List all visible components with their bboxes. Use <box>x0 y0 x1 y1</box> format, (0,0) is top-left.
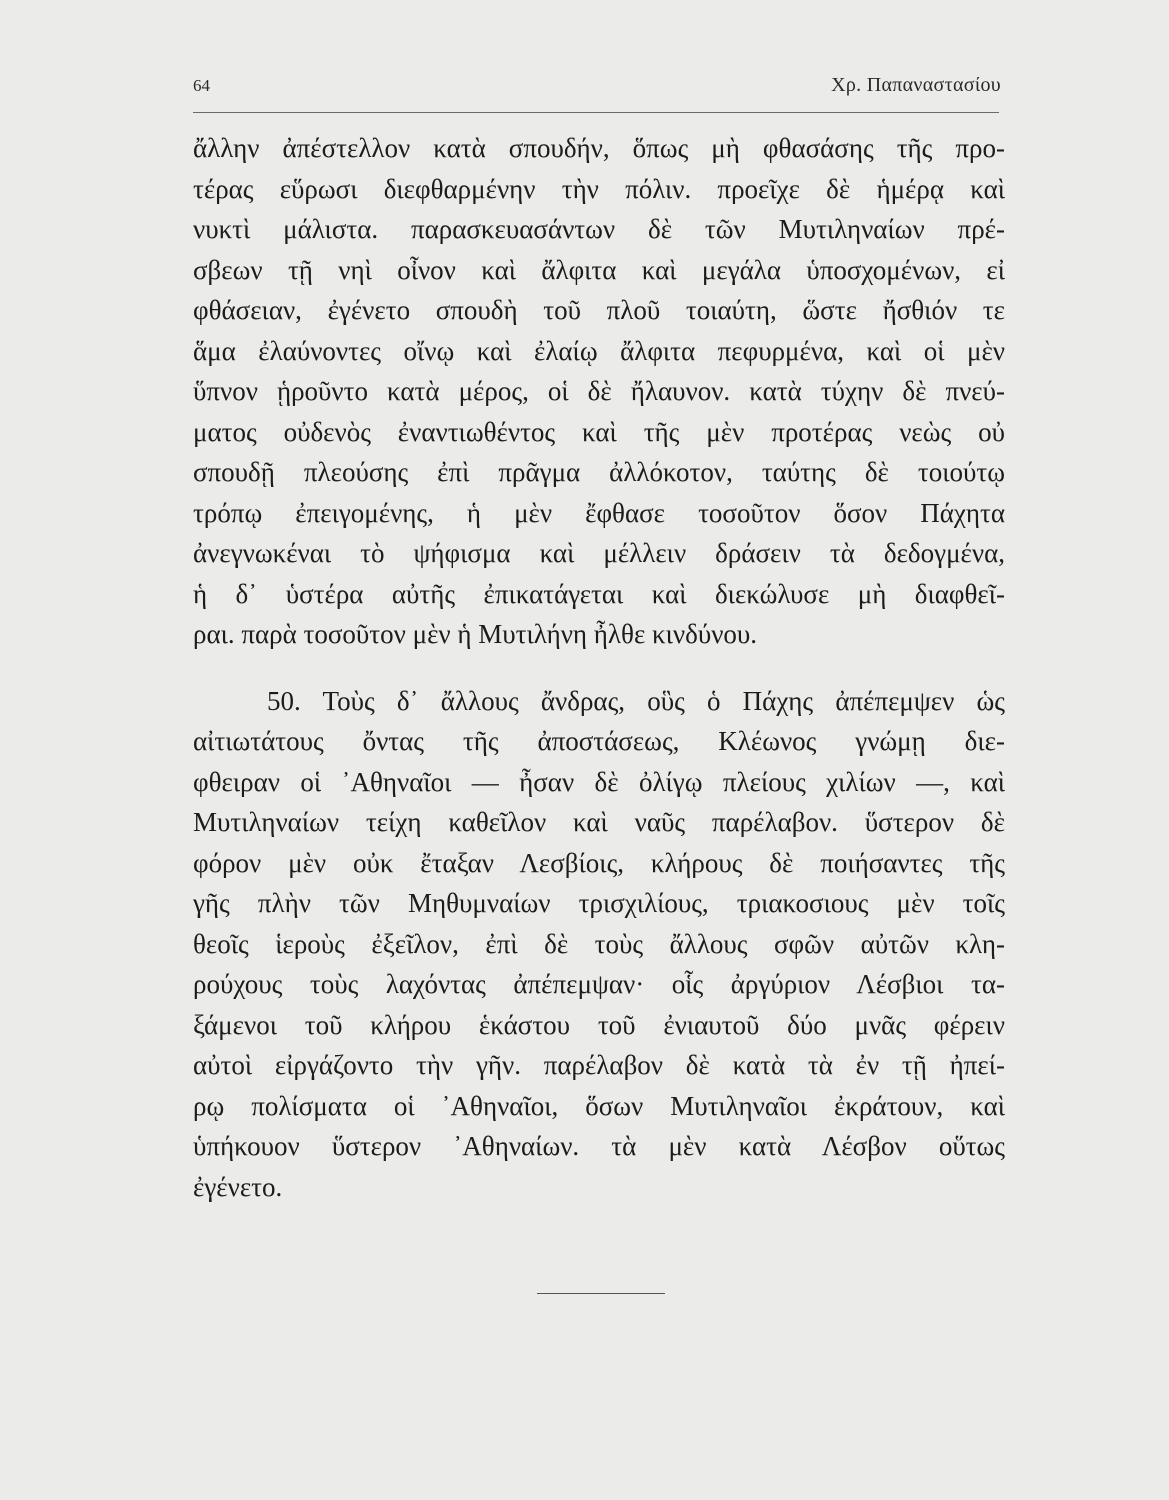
text-line-first <box>193 681 1005 722</box>
text-line: ρῳ πολίσματα οἱ ᾿Αθηναῖοι, ὅσων Μυτιληναῖοι ἐκράτουν, καὶ <box>193 1090 1005 1121</box>
text-line: ραι. παρὰ τοσοῦτον μὲν ἡ Μυτιλήνη ἦλθε κινδύνου. <box>193 619 758 649</box>
text-line: ξάμενοι τοῦ κλήρου ἑκάστου τοῦ ἐνιαυτοῦ δύο μνᾶς φέρειν <box>193 1009 1005 1040</box>
running-head-author: Χρ. Παπαναστασίου <box>831 74 1001 96</box>
text-line: ὕπνον ᾑροῦντο κατὰ μέρος, οἱ δὲ ἤλαυνον. κατὰ τύχην δὲ πνεύ- <box>193 376 1005 406</box>
paragraph-gap <box>193 655 1005 681</box>
text-line: φθάσειαν, ἐγένετο σπουδὴ τοῦ πλοῦ τοιαύτη, ὥστε ἤσθιόν τε <box>193 295 1005 325</box>
paragraph-1 <box>193 128 1005 655</box>
text-line: ἐγένετο. <box>193 1171 283 1202</box>
section-number: 50. <box>267 685 301 716</box>
text-line: αἰτιωτάτους ὄντας τῆς ἀποστάσεως, Κλέωνος γνώμῃ διε- <box>193 726 1005 756</box>
text-line: σβεων τῇ νηὶ οἶνον καὶ ἄλφιτα καὶ μεγάλα ὑποσχομένων, εἰ <box>193 254 1005 285</box>
text-line: ματος οὐδενὸς ἐναντιωθέντος καὶ τῆς μὲν προτέρας νεὼς οὐ <box>193 416 1005 447</box>
text-line: νυκτὶ μάλιστα. παρασκευασάντων δὲ τῶν Μυτιληναίων πρέ- <box>193 214 1005 244</box>
text-line: ἅμα ἐλαύνοντες οἴνῳ καὶ ἐλαίῳ ἄλφιτα πεφυρμένα, καὶ οἱ μὲν <box>193 335 1005 366</box>
body-text <box>193 128 1005 1207</box>
header-rule <box>193 112 999 113</box>
text-line: ἡ δ᾽ ὑστέρα αὐτῆς ἐπικατάγεται καὶ διεκώλυσε μὴ διαφθεῖ- <box>193 578 1005 609</box>
section-end-rule <box>537 1293 665 1294</box>
paragraph-50 <box>193 681 1005 1208</box>
text-line: ἄλλην ἀπέστελλον κατὰ σπουδήν, ὅπως μὴ φθασάσης τῆς προ- <box>193 133 1005 163</box>
text-line: τρόπῳ ἐπειγομένης, ἡ μὲν ἔφθασε τοσοῦτον ὅσον Πάχητα <box>193 497 1005 528</box>
text-line-content: Τοὺς δ᾽ ἄλλους ἄνδρας, οὓς ὁ Πάχης ἀπέπεμψεν ὡς <box>322 685 1005 716</box>
running-head <box>193 72 1001 102</box>
text-line: τέρας εὕρωσι διεφθαρμένην τὴν πόλιν. προεῖχε δὲ ἡμέρᾳ καὶ <box>193 173 1005 204</box>
text-line: ἀνεγνωκέναι τὸ ψήφισμα καὶ μέλλειν δράσειν τὰ δεδογμένα, <box>193 538 1005 568</box>
text-line: Μυτιληναίων τείχη καθεῖλον καὶ ναῦς παρέλαβον. ὕστερον δὲ <box>193 807 1005 837</box>
text-line: φόρον μὲν οὐκ ἔταξαν Λεσβίοις, κλήρους δὲ ποιήσαντες τῆς <box>193 847 1005 878</box>
text-line: φθειραν οἱ ᾿Αθηναῖοι — ἦσαν δὲ ὀλίγῳ πλείους χιλίων —, καὶ <box>193 766 1005 797</box>
page-number: 64 <box>193 76 210 95</box>
text-line: ὑπήκουον ὕστερον ᾿Αθηναίων. τὰ μὲν κατὰ Λέσβον οὕτως <box>193 1131 1005 1161</box>
text-line: γῆς πλὴν τῶν Μηθυμναίων τρισχιλίους, τριακοσιους μὲν τοῖς <box>193 888 1005 918</box>
text-line: ρούχους τοὺς λαχόντας ἀπέπεμψαν· οἷς ἀργύριον Λέσβιοι τα- <box>193 969 1005 999</box>
text-line: θεοῖς ἱεροὺς ἐξεῖλον, ἐπὶ δὲ τοὺς ἄλλους σφῶν αὐτῶν κλη- <box>193 928 1005 959</box>
text-line: σπουδῇ πλεούσης ἐπὶ πρᾶγμα ἀλλόκοτον, ταύτης δὲ τοιούτῳ <box>193 457 1005 487</box>
text-line: αὐτοὶ εἰργάζοντο τὴν γῆν. παρέλαβον δὲ κατὰ τὰ ἐν τῇ ἠπεί- <box>193 1050 1005 1080</box>
